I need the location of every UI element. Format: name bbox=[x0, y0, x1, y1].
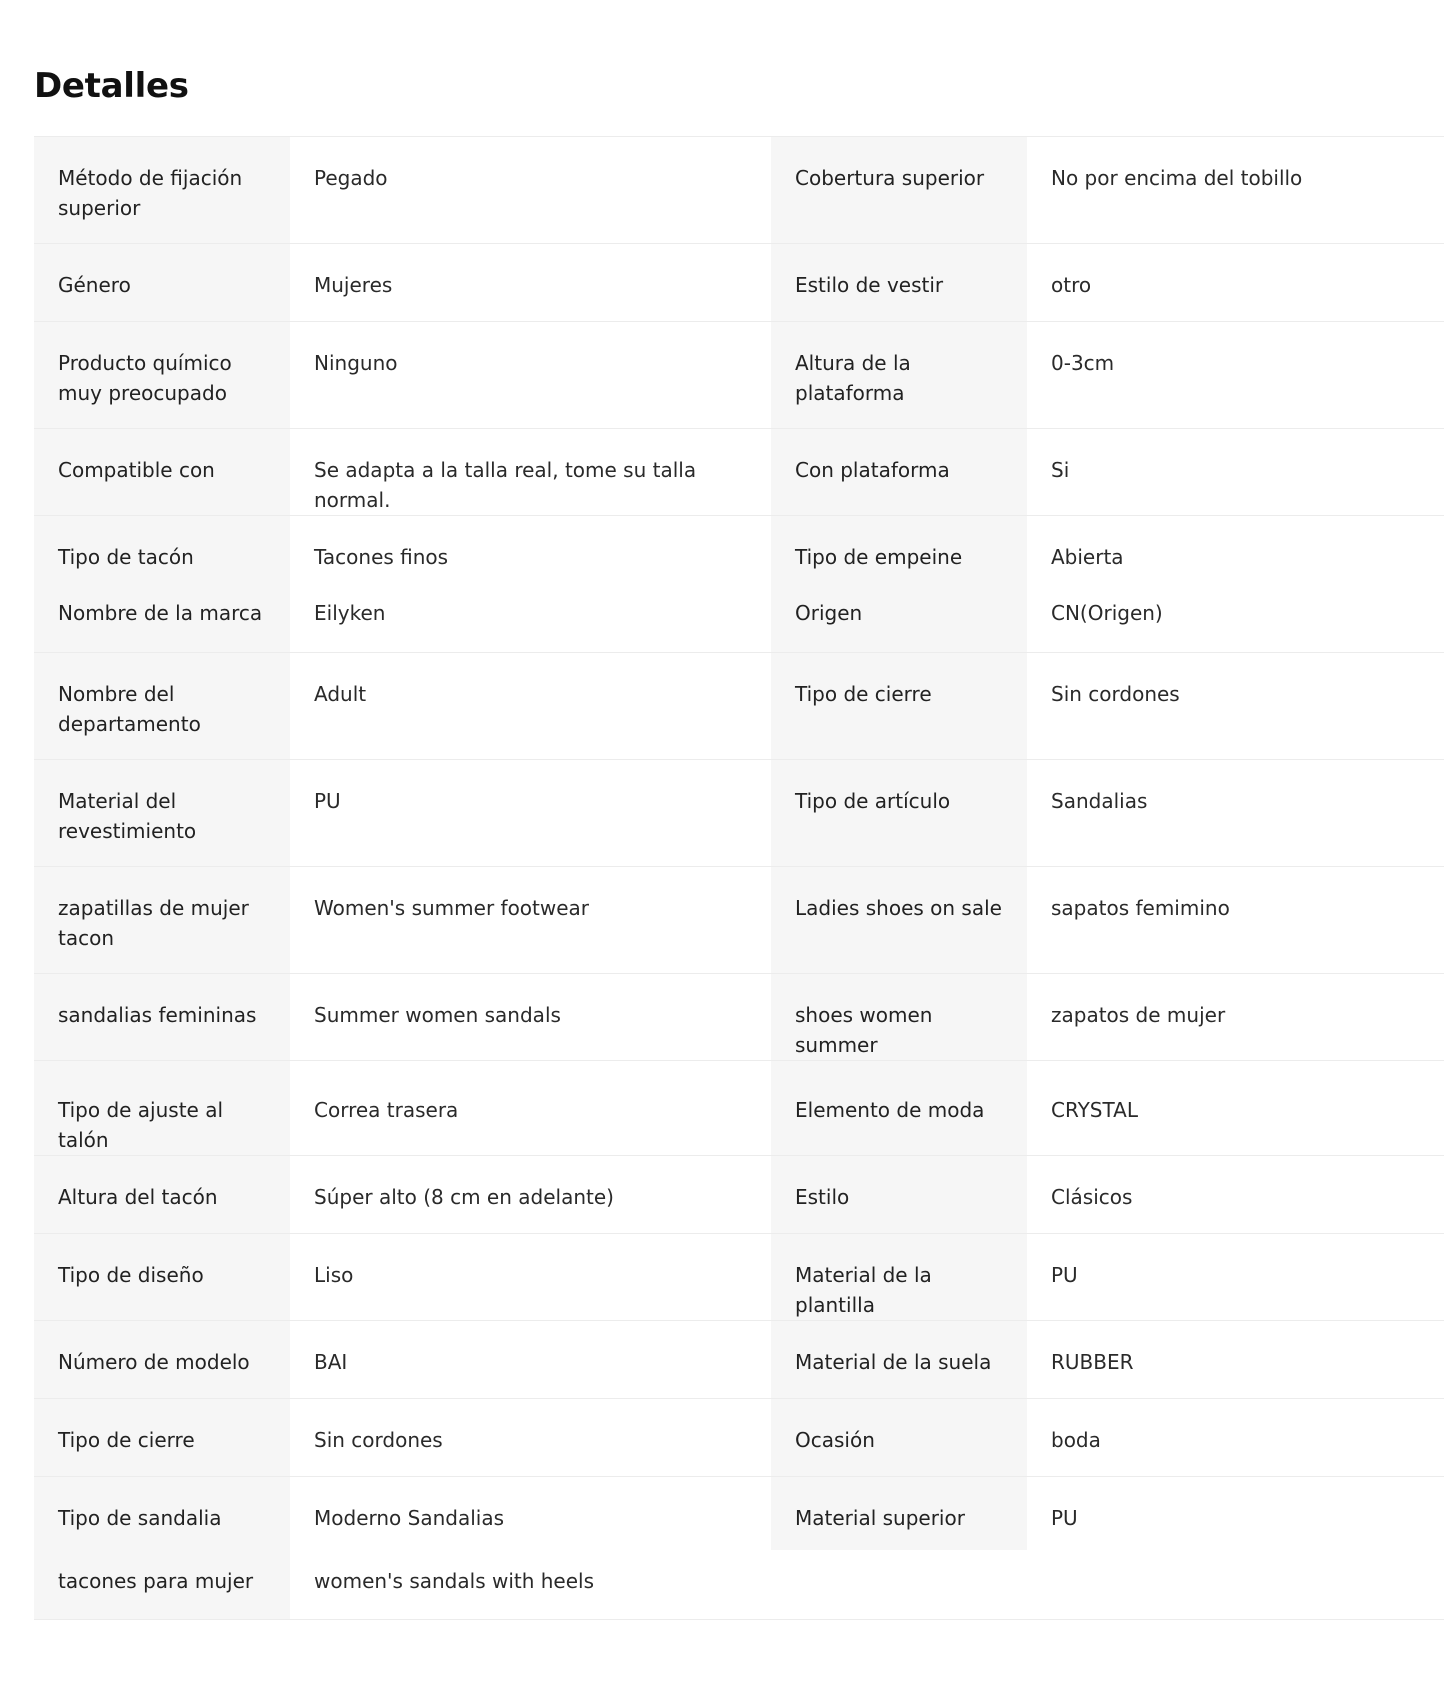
spec-label: zapatillas de mujer tacon bbox=[34, 867, 290, 974]
spec-label: Producto químico muy preocupado bbox=[34, 322, 290, 429]
spec-label: Tipo de ajuste al talón bbox=[34, 1061, 290, 1156]
spec-label: Tipo de artículo bbox=[771, 760, 1027, 867]
spec-label: Tipo de cierre bbox=[34, 1399, 290, 1477]
table-row bbox=[34, 974, 1444, 1061]
spec-value: No por encima del tobillo bbox=[1027, 137, 1444, 244]
spec-value: Sandalias bbox=[1027, 760, 1444, 867]
spec-label: Tipo de empeine bbox=[771, 516, 1027, 580]
spec-label: Tipo de diseño bbox=[34, 1234, 290, 1321]
spec-value: PU bbox=[1027, 1477, 1444, 1550]
spec-label: Nombre del departamento bbox=[34, 653, 290, 760]
spec-value: BAI bbox=[290, 1321, 771, 1399]
table-row bbox=[34, 1156, 1444, 1234]
spec-label: Cobertura superior bbox=[771, 137, 1027, 244]
table-row bbox=[34, 516, 1444, 580]
spec-value: Tacones finos bbox=[290, 516, 771, 580]
spec-value: Adult bbox=[290, 653, 771, 760]
spec-value: Women's summer footwear bbox=[290, 867, 771, 974]
spec-value: Sin cordones bbox=[1027, 653, 1444, 760]
spec-label: Material de la suela bbox=[771, 1321, 1027, 1399]
spec-value: Pegado bbox=[290, 137, 771, 244]
spec-label: Origen bbox=[771, 580, 1027, 653]
spec-label: Tipo de sandalia bbox=[34, 1477, 290, 1550]
spec-label: Tipo de cierre bbox=[771, 653, 1027, 760]
spec-label: Estilo bbox=[771, 1156, 1027, 1234]
table-row bbox=[34, 322, 1444, 429]
spec-value: sapatos femimino bbox=[1027, 867, 1444, 974]
table-row bbox=[34, 1321, 1444, 1399]
spec-value: Ninguno bbox=[290, 322, 771, 429]
spec-label: Estilo de vestir bbox=[771, 244, 1027, 322]
spec-label: Material superior bbox=[771, 1477, 1027, 1550]
table-row bbox=[34, 1234, 1444, 1321]
table-row bbox=[34, 1550, 1444, 1620]
table-row bbox=[34, 244, 1444, 322]
section-title: Detalles bbox=[34, 66, 189, 106]
table-row bbox=[34, 867, 1444, 974]
empty-cell bbox=[771, 1550, 1027, 1620]
spec-value: women's sandals with heels bbox=[290, 1550, 771, 1620]
table-row bbox=[34, 137, 1444, 244]
spec-value: Moderno Sandalias bbox=[290, 1477, 771, 1550]
spec-value: Liso bbox=[290, 1234, 771, 1321]
spec-value: Mujeres bbox=[290, 244, 771, 322]
spec-value: PU bbox=[290, 760, 771, 867]
spec-value: otro bbox=[1027, 244, 1444, 322]
spec-value: 0-3cm bbox=[1027, 322, 1444, 429]
spec-label: Método de fijación superior bbox=[34, 137, 290, 244]
spec-label: Ocasión bbox=[771, 1399, 1027, 1477]
details-table bbox=[34, 136, 1444, 1620]
spec-value: Eilyken bbox=[290, 580, 771, 653]
table-row bbox=[34, 1477, 1444, 1550]
spec-value: Súper alto (8 cm en adelante) bbox=[290, 1156, 771, 1234]
spec-value: boda bbox=[1027, 1399, 1444, 1477]
spec-label: Material de la plantilla bbox=[771, 1234, 1027, 1321]
spec-label: Género bbox=[34, 244, 290, 322]
spec-value: Se adapta a la talla real, tome su talla normal. bbox=[290, 429, 771, 516]
empty-cell bbox=[1027, 1550, 1444, 1620]
spec-value: PU bbox=[1027, 1234, 1444, 1321]
spec-value: Correa trasera bbox=[290, 1061, 771, 1156]
spec-label: sandalias femininas bbox=[34, 974, 290, 1061]
spec-label: Ladies shoes on sale bbox=[771, 867, 1027, 974]
spec-value: Si bbox=[1027, 429, 1444, 516]
spec-value: Sin cordones bbox=[290, 1399, 771, 1477]
spec-label: Número de modelo bbox=[34, 1321, 290, 1399]
spec-value: RUBBER bbox=[1027, 1321, 1444, 1399]
spec-label: shoes women summer bbox=[771, 974, 1027, 1061]
spec-label: Tipo de tacón bbox=[34, 516, 290, 580]
spec-label: Material del revestimiento bbox=[34, 760, 290, 867]
table-row bbox=[34, 1061, 1444, 1156]
table-row bbox=[34, 429, 1444, 516]
table-row bbox=[34, 1399, 1444, 1477]
spec-label: Nombre de la marca bbox=[34, 580, 290, 653]
spec-label: Con plataforma bbox=[771, 429, 1027, 516]
table-row bbox=[34, 760, 1444, 867]
spec-value: Summer women sandals bbox=[290, 974, 771, 1061]
table-row bbox=[34, 653, 1444, 760]
spec-label: Altura de la plataforma bbox=[771, 322, 1027, 429]
spec-label: Compatible con bbox=[34, 429, 290, 516]
spec-label: Altura del tacón bbox=[34, 1156, 290, 1234]
spec-value: zapatos de mujer bbox=[1027, 974, 1444, 1061]
spec-value: CRYSTAL bbox=[1027, 1061, 1444, 1156]
spec-value: Clásicos bbox=[1027, 1156, 1444, 1234]
spec-value: CN(Origen) bbox=[1027, 580, 1444, 653]
table-row bbox=[34, 580, 1444, 653]
spec-label: tacones para mujer bbox=[34, 1550, 290, 1620]
spec-value: Abierta bbox=[1027, 516, 1444, 580]
spec-label: Elemento de moda bbox=[771, 1061, 1027, 1156]
